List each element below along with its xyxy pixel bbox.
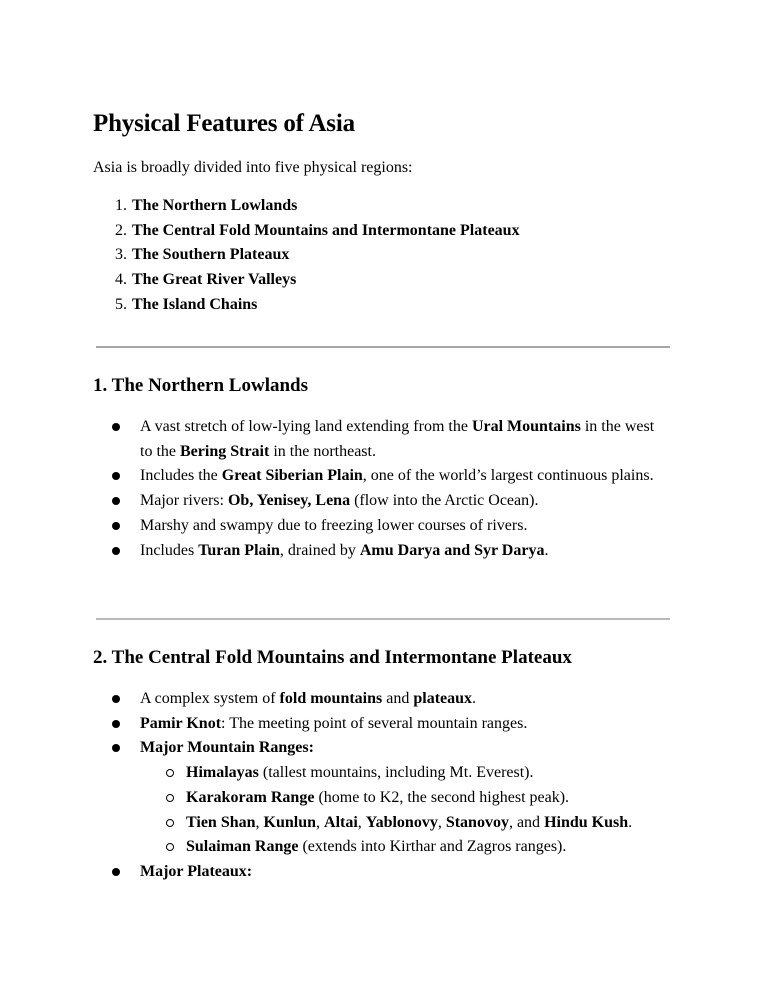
text: , and [508, 813, 545, 831]
region-label: The Southern Plateaux [132, 246, 290, 264]
text: : The meeting point of several mountain ranges. [221, 714, 528, 732]
bullet-icon [112, 868, 120, 876]
region-label: The Island Chains [132, 295, 258, 313]
list-item [93, 194, 520, 219]
text: , one of the world’s largest continuous plains. [362, 467, 654, 485]
hollow-bullet-icon [166, 769, 174, 777]
text: , drained by [279, 541, 360, 559]
list-item [110, 712, 670, 737]
list-number-text: 4. [115, 271, 127, 289]
bullet-icon [112, 522, 120, 530]
text: . [544, 541, 549, 559]
list-item [110, 860, 670, 885]
hollow-bullet-icon [166, 843, 174, 851]
text: A complex system of [140, 690, 280, 707]
bullet-icon [112, 547, 120, 555]
text: , [316, 813, 325, 831]
sub-list-item [110, 835, 670, 860]
list-item [110, 489, 670, 514]
bold-text: plateaux [413, 690, 473, 707]
list-number-text: 5. [115, 295, 127, 313]
hollow-bullet-icon [166, 794, 174, 802]
bullet-icon [112, 720, 120, 728]
text: Includes [140, 541, 199, 559]
bold-text: Pamir Knot [140, 714, 222, 732]
list-item [93, 293, 520, 318]
text: in the northeast. [269, 442, 376, 460]
list-item [110, 415, 670, 464]
northern-lowlands-bullets [110, 415, 670, 563]
text: , [437, 813, 446, 831]
bold-text: Major Mountain Ranges: [140, 739, 314, 757]
bullet-icon [112, 423, 120, 431]
text: . [472, 690, 477, 707]
bullet-icon [112, 695, 120, 703]
bold-text: Tien Shan [186, 813, 256, 831]
list-number-text: 3. [115, 246, 127, 264]
bold-text: Ob, Yenisey, Lena [227, 492, 351, 510]
page-title: Physical Features of Asia [93, 110, 355, 137]
bold-text: Major Plateaux: [140, 862, 253, 880]
list-item [93, 219, 520, 244]
bullet-icon [112, 744, 120, 752]
text: Includes the [140, 467, 222, 485]
bold-text: Altai [324, 813, 358, 831]
text: Major rivers: [140, 492, 228, 510]
text: , [357, 813, 366, 831]
text: (home to K2, the second highest peak). [314, 788, 570, 806]
bullet-icon [112, 497, 120, 505]
bold-text: Amu Darya and Syr Darya [359, 541, 545, 559]
section-heading-northern-lowlands: 1. The Northern Lowlands [93, 375, 309, 396]
horizontal-rule [96, 346, 670, 348]
bold-text: Bering Strait [180, 442, 270, 460]
section-heading-central-fold-mountains: 2. The Central Fold Mountains and Intermontane Plateaux [93, 647, 572, 668]
regions-list [93, 194, 520, 317]
hollow-bullet-icon [166, 819, 174, 827]
text: A vast stretch of low-lying land extending from the [140, 418, 472, 435]
list-item [93, 268, 520, 293]
list-item [110, 736, 670, 761]
text: . [628, 813, 633, 831]
region-label: The Great River Valleys [132, 271, 297, 289]
list-item [110, 539, 670, 564]
text: Marshy and swampy due to freezing lower courses of rivers. [140, 516, 528, 534]
bold-text: Ural Mountains [471, 418, 581, 435]
bullet-icon [112, 472, 120, 480]
text: and [382, 690, 414, 707]
bold-text: Great Siberian Plain [221, 467, 363, 485]
sub-list-item [110, 786, 670, 811]
bold-text: Sulaiman Range [186, 838, 299, 856]
bold-text: Kunlun [263, 813, 317, 831]
bold-text: Himalayas [186, 764, 259, 782]
bold-text: Hindu Kush [544, 813, 629, 831]
list-number-text: 1. [115, 197, 127, 214]
list-item [110, 464, 670, 489]
list-item [110, 687, 670, 712]
region-label: The Central Fold Mountains and Intermontane Plateaux [132, 221, 520, 239]
list-item [93, 243, 520, 268]
bold-text: Stanovoy [445, 813, 509, 831]
text: (extends into Kirthar and Zagros ranges). [298, 838, 567, 856]
bold-text: Turan Plain [198, 541, 280, 559]
horizontal-rule [96, 618, 670, 620]
list-item [110, 514, 670, 539]
list-number-text: 2. [115, 221, 127, 239]
text: (tallest mountains, including Mt. Everest). [258, 764, 534, 782]
bold-text: Yablonovy [365, 813, 438, 831]
bold-text: Karakoram Range [186, 788, 315, 806]
central-fold-mountains-bullets [110, 687, 670, 885]
text: in the west to the [140, 418, 655, 460]
text: , [255, 813, 264, 831]
sub-list-item [110, 761, 670, 786]
intro-paragraph: Asia is broadly divided into five physical regions: [93, 159, 413, 176]
bold-text: fold mountains [279, 690, 383, 707]
region-label: The Northern Lowlands [132, 197, 298, 214]
sub-list-item [110, 811, 670, 836]
text: (flow into the Arctic Ocean). [350, 492, 539, 510]
